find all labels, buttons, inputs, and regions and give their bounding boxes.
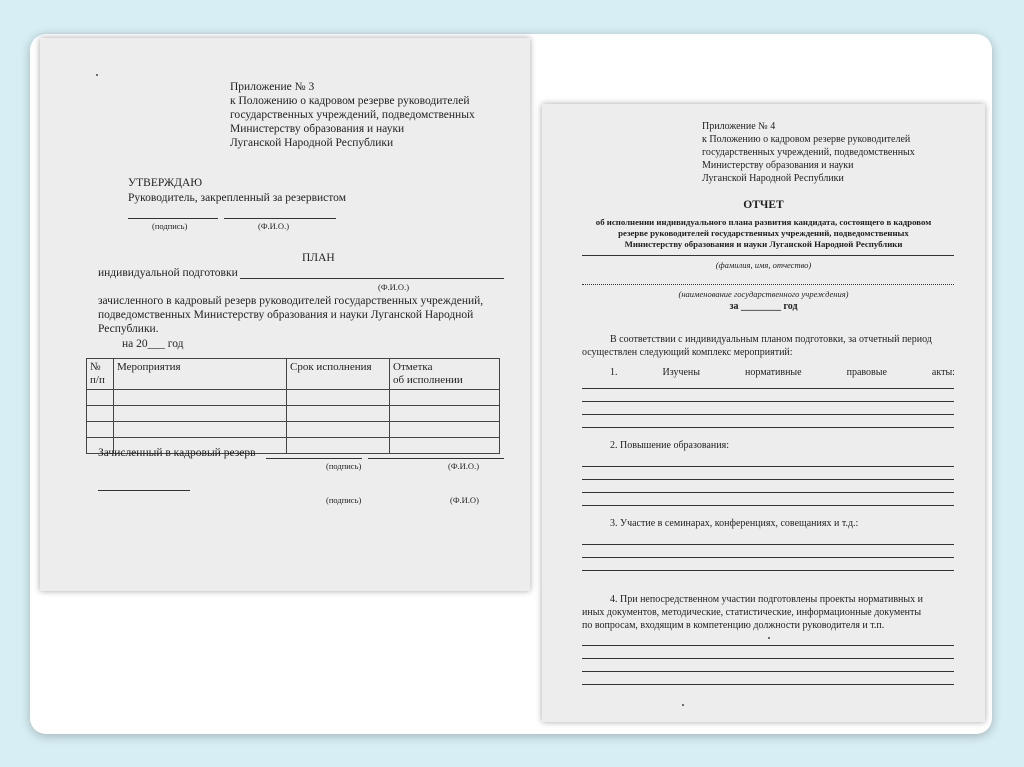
appendix-3-line: Луганской Народной Республики — [230, 137, 394, 149]
enrolled-text-line: Республики. — [98, 323, 159, 335]
header-cell-number: № п/п — [87, 359, 114, 390]
table-header-row — [87, 359, 500, 390]
appendix-4-line: Луганской Народной Республики — [702, 173, 844, 184]
fill-line — [582, 645, 954, 646]
year-line: на 20___ год — [122, 338, 184, 350]
appendix-3-line: государственных учреждений, подведомственных — [230, 109, 475, 121]
fio-fill-line — [240, 278, 504, 279]
fill-line — [582, 671, 954, 672]
report-year-line: за ________ год — [729, 301, 798, 312]
appendix-4-line: государственных учреждений, подведомственных — [702, 147, 915, 158]
enrolled-text-line: зачисленного в кадровый резерв руководителей государственных учреждений, — [98, 295, 484, 307]
item-1-word: Изучены — [662, 367, 700, 378]
fill-line — [582, 427, 954, 428]
item-1-line — [610, 367, 955, 380]
fio-caption: (Ф.И.О.) — [448, 461, 480, 471]
intro-line: осуществлен следующий комплекс мероприятий: — [582, 347, 793, 358]
fill-line — [582, 414, 954, 415]
signature-line — [98, 490, 190, 491]
signature-line — [266, 458, 362, 459]
fill-line — [582, 544, 954, 545]
item-1-word: 1. — [610, 367, 618, 378]
item-3-line: 3. Участие в семинарах, конференциях, совещаниях и т.д.: — [610, 518, 859, 529]
item-2-line: 2. Повышение образования: — [610, 440, 729, 451]
speck — [682, 704, 684, 706]
fio-caption: (Ф.И.О) — [450, 495, 479, 505]
fill-line — [582, 388, 954, 389]
report-subtitle-line: Министерству образования и науки Луганской Народной Республики — [624, 239, 903, 249]
report-subtitle-line: об исполнении индивидуального плана развития кандидата, состоящего в кадровом — [595, 217, 932, 227]
appendix-3-line: к Положению о кадровом резерве руководителей — [230, 95, 470, 107]
fio-line — [368, 458, 504, 459]
report-subtitle-line: резерве руководителей государственных учреждений, подведомственных — [618, 228, 909, 238]
appendix-3-line: Приложение № 3 — [230, 81, 315, 93]
fio-line — [224, 218, 336, 219]
institution-caption: (наименование государственного учреждения) — [678, 289, 849, 299]
appendix-3-page — [40, 38, 530, 591]
fill-line — [582, 492, 954, 493]
table-row — [87, 406, 500, 422]
approver-line: Руководитель, закрепленный за резервистом — [128, 192, 346, 204]
institution-fill-line — [582, 284, 954, 285]
fill-line — [582, 557, 954, 558]
item-1-word: правовые — [846, 367, 887, 378]
fio-caption: (Ф.И.О.) — [378, 282, 410, 292]
appendix-4-line: Приложение № 4 — [702, 121, 776, 132]
fill-line — [582, 401, 954, 402]
appendix-3-line: Министерству образования и науки — [230, 123, 405, 135]
plan-title: ПЛАН — [302, 252, 335, 264]
name-caption: (фамилия, имя, отчество) — [715, 260, 812, 270]
table-row — [87, 390, 500, 406]
header-cell-deadline: Срок исполнения — [287, 359, 390, 390]
intro-line: В соответствии с индивидуальным планом подготовки, за отчетный период — [610, 334, 932, 345]
enrolled-text-line: подведомственных Министерству образования и науки Луганской Народной — [98, 309, 474, 321]
name-fill-line — [582, 255, 954, 256]
fill-line — [582, 684, 954, 685]
report-title: ОТЧЕТ — [743, 199, 784, 211]
signature-caption: (подпись) — [326, 495, 362, 505]
plan-table — [86, 358, 500, 454]
individual-training-label: индивидуальной подготовки — [98, 267, 238, 279]
speck — [96, 74, 98, 76]
appendix-4-page — [542, 104, 985, 722]
approve-heading: УТВЕРЖДАЮ — [128, 177, 203, 189]
header-cell-activities: Мероприятия — [114, 359, 287, 390]
fill-line — [582, 479, 954, 480]
fill-line — [582, 570, 954, 571]
appendix-4-line: Министерству образования и науки — [702, 160, 854, 171]
item-1-word: акты: — [931, 367, 955, 378]
enrolled-reserve-label: Зачисленный в кадровый резерв — [98, 447, 256, 459]
appendix-4-line: к Положению о кадровом резерве руководителей — [702, 134, 911, 145]
item-4-line: по вопросам, входящим в компетенцию должности руководителя и т.п. — [582, 620, 885, 631]
signature-caption: (подпись) — [152, 221, 188, 231]
table-row — [87, 422, 500, 438]
header-cell-mark: Отметка об исполнении — [390, 359, 500, 390]
signature-line — [128, 218, 218, 219]
fill-line — [582, 658, 954, 659]
item-4-line: иных документов, методические, статистические, информационные документы — [582, 607, 922, 618]
slide-frame — [30, 34, 992, 734]
fill-line — [582, 505, 954, 506]
item-4-line: 4. При непосредственном участии подготовлены проекты нормативных и — [610, 594, 923, 605]
signature-caption: (подпись) — [326, 461, 362, 471]
speck — [768, 637, 770, 639]
fill-line — [582, 466, 954, 467]
fio-caption: (Ф.И.О.) — [258, 221, 290, 231]
item-1-word: нормативные — [745, 367, 802, 378]
